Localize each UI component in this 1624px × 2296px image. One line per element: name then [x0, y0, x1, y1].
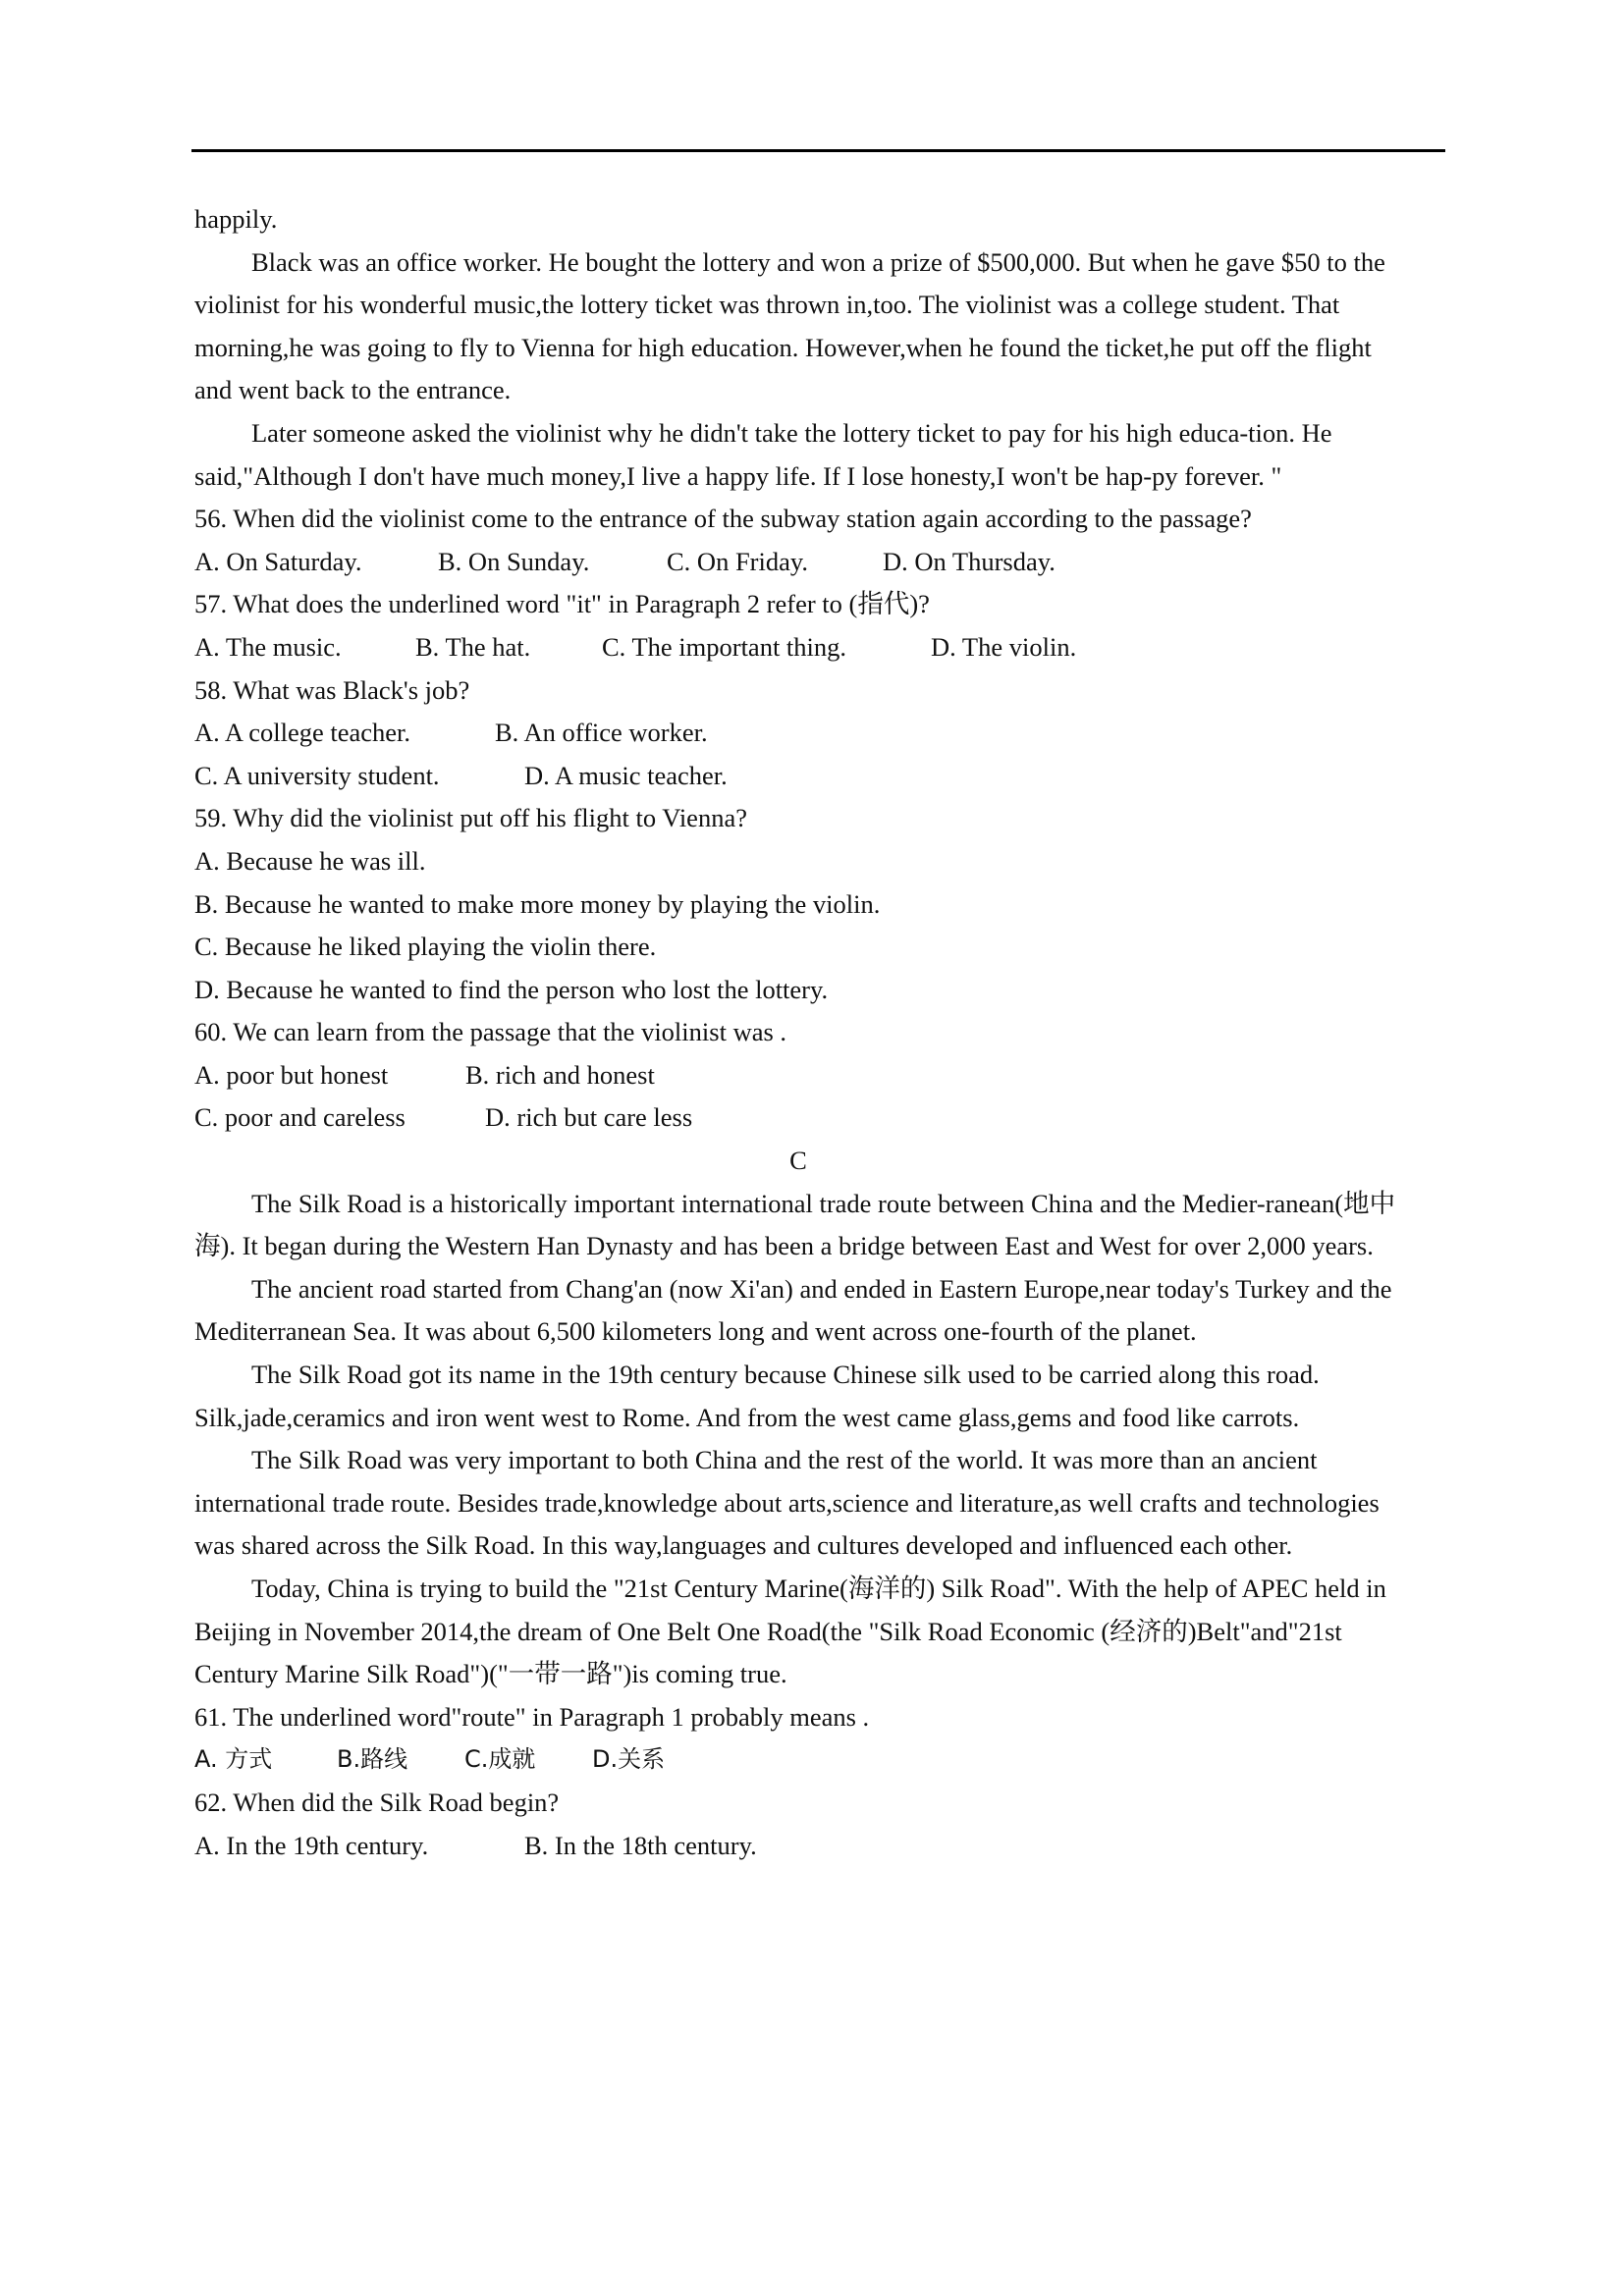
section-label: C — [789, 1146, 807, 1176]
option: A. A college teacher. — [194, 718, 411, 748]
passage-paragraph: The Silk Road was very important to both China and the rest of the world. It was more than an ancient international trade route. Besides trade,knowledge about arts,science and literature,as well crafts and technologies was shared across the Silk Road. In this way,languages and cultures developed and influenced each other. — [194, 1445, 1380, 1561]
option: B. An office worker. — [495, 718, 708, 748]
option: C. A university student. — [194, 760, 440, 790]
option: D. rich but care less — [485, 1102, 693, 1133]
option: C. Because he liked playing the violin there. — [194, 932, 657, 962]
question-stem: 62. When did the Silk Road begin? — [194, 1787, 560, 1817]
option-row — [194, 1096, 1402, 1140]
option-row — [194, 626, 1402, 669]
option: D. Because he wanted to find the person who lost the lottery. — [194, 974, 829, 1004]
option: D. A music teacher. — [524, 760, 728, 790]
passage-line: happily. — [194, 204, 278, 234]
page-content — [194, 198, 1402, 1867]
option-row — [194, 1825, 1402, 1868]
option-row — [194, 712, 1402, 755]
question-stem: 61. The underlined word"route" in Paragraph 1 probably means . — [194, 1701, 870, 1732]
option: D.关系 — [592, 1745, 666, 1774]
passage-paragraph: Black was an office worker. He bought the lottery and won a prize of $500,000. But when he gave $50 to the violinist for his wonderful music,the lottery ticket was thrown in,too. The violinist was a college student. That morning,he was going to fly to Vienna for high education. However,when he found the ticket,he put off the flight and went back to the entrance. — [194, 246, 1385, 405]
option: A. In the 19th century. — [194, 1830, 429, 1860]
option-row — [194, 1738, 1402, 1782]
passage-paragraph: The Silk Road is a historically important international trade route between China and the Medier-ranean(地中海). It began during the Western Han Dynasty and has been a bridge between East and West for over 2,000 years. — [194, 1188, 1396, 1261]
option: A. poor but honest — [194, 1059, 389, 1090]
question-stem: 56. When did the violinist come to the entrance of the subway station again according to the passage? — [194, 504, 1252, 534]
option-row — [194, 755, 1402, 798]
option: B. rich and honest — [465, 1059, 655, 1090]
option: C. The important thing. — [602, 631, 847, 662]
header-rule — [191, 149, 1445, 152]
option-row — [194, 1054, 1402, 1097]
option: B. Because he wanted to make more money by playing the violin. — [194, 888, 881, 919]
option: C. On Friday. — [667, 546, 809, 576]
option: C.成就 — [464, 1745, 536, 1774]
option: A. Because he was ill. — [194, 845, 426, 876]
passage-paragraph: Today, China is trying to build the "21st Century Marine(海洋的) Silk Road". With the help of APEC held in Beijing in November 2014,the dream of One Belt One Road(the "Silk Road Economic (经济的)Belt"and"21st Century Marine Silk Road")("一带一路")is coming true. — [194, 1574, 1386, 1689]
option: B. The hat. — [415, 631, 531, 662]
option: A. On Saturday. — [194, 546, 362, 576]
question-stem: 59. Why did the violinist put off his flight to Vienna? — [194, 803, 747, 833]
question-stem: 60. We can learn from the passage that the violinist was . — [194, 1017, 787, 1047]
passage-paragraph: Later someone asked the violinist why he didn't take the lottery ticket to pay for his high educa-tion. He said,"Although I don't have much money,I live a happy life. If I lose honesty,I won't be hap-py forever. " — [194, 417, 1332, 491]
option: B. On Sunday. — [438, 546, 590, 576]
option: D. The violin. — [931, 631, 1077, 662]
option-row — [194, 541, 1402, 584]
option: C. poor and careless — [194, 1102, 406, 1133]
option: A. The music. — [194, 631, 342, 662]
option: A. 方式 — [194, 1745, 273, 1774]
passage-paragraph: The ancient road started from Chang'an (now Xi'an) and ended in Eastern Europe,near today's Turkey and the Mediterranean Sea. It was about 6,500 kilometers long and went across one-fourth of the planet. — [194, 1273, 1392, 1347]
question-stem: 57. What does the underlined word "it" in Paragraph 2 refer to (指代)? — [194, 589, 930, 619]
question-stem: 58. What was Black's job? — [194, 674, 470, 705]
option: B. In the 18th century. — [524, 1830, 757, 1860]
passage-paragraph: The Silk Road got its name in the 19th century because Chinese silk used to be carried along this road. Silk,jade,ceramics and iron went west to Rome. And from the west came glass,gems and food like carrots. — [194, 1360, 1320, 1432]
option: D. On Thursday. — [883, 546, 1056, 576]
option: B.路线 — [337, 1745, 408, 1774]
